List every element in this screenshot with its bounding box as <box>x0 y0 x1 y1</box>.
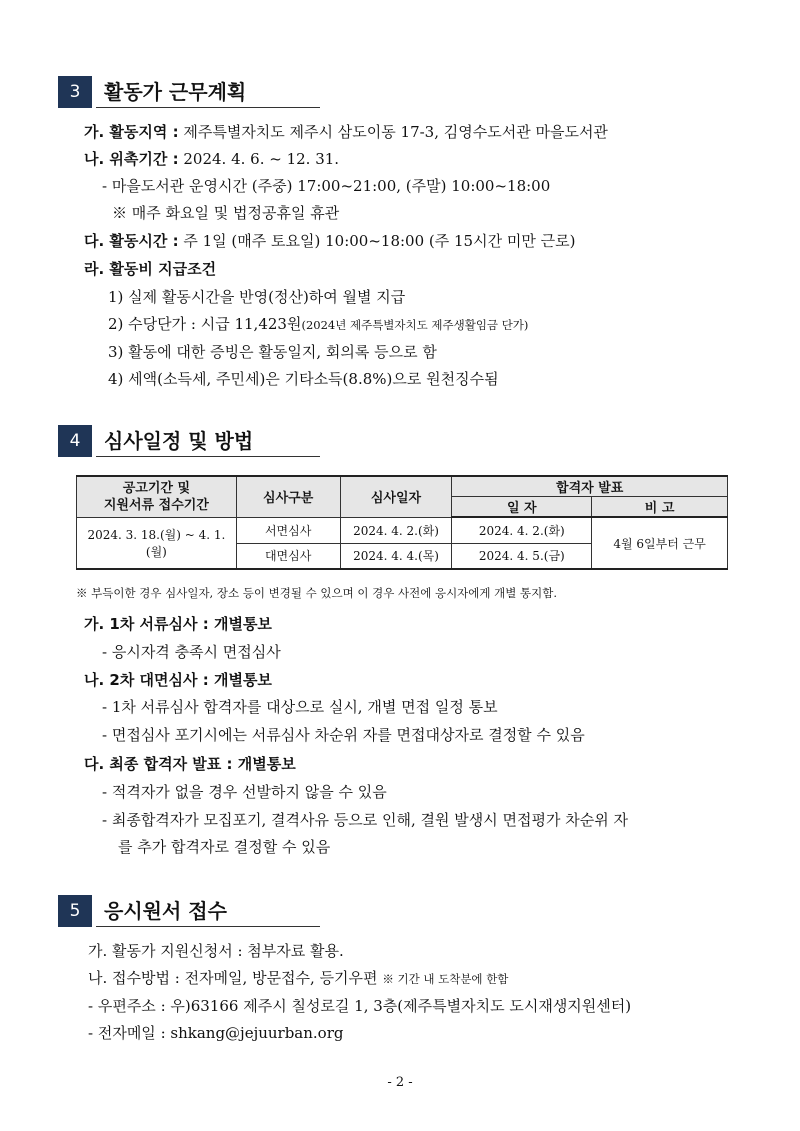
divider <box>96 107 320 108</box>
section-number: 4 <box>58 425 92 457</box>
sub-interview-2: - 면접심사 포기시에는 서류심사 차순위 자를 면접대상자로 결정할 수 있음 <box>102 726 585 744</box>
pay-condition-3: 3) 활동에 대한 증빙은 활동일지, 회의록 등으로 함 <box>108 343 437 361</box>
item-document-review: 가. 1차 서류심사 : 개별통보 <box>84 615 272 633</box>
divider <box>96 456 320 457</box>
cell-period: 2024. 3. 18.(월) ~ 4. 1.(월) <box>77 517 237 569</box>
item-appointment-period: 나. 위촉기간 : 2024. 4. 6. ~ 12. 31. <box>84 150 340 168</box>
section-number: 3 <box>58 76 92 108</box>
sub-email: - 전자메일 : shkang@jejuurban.org <box>88 1024 344 1042</box>
page-number: - 2 - <box>387 1075 413 1090</box>
section-5-header <box>58 895 320 927</box>
cell-review-type: 대면심사 <box>236 543 340 569</box>
section-title: 활동가 근무계획 <box>104 80 247 104</box>
sub-postal-address: - 우편주소 : 우)63166 제주시 칠성로길 1, 3층(제주특별자치도 도시재생지원센터) <box>88 997 632 1015</box>
sub-interview-1: - 1차 서류심사 합격자를 대상으로 실시, 개별 면접 일정 통보 <box>102 698 498 716</box>
sub-final-3: 를 추가 합격자로 결정할 수 있음 <box>118 838 331 856</box>
divider <box>96 926 320 927</box>
item-pay-conditions: 라. 활동비 지급조건 <box>84 260 217 278</box>
section-title: 심사일정 및 방법 <box>104 429 254 453</box>
pay-condition-4: 4) 세액(소득세, 주민세)은 기타소득(8.8%)으로 원천징수됨 <box>108 370 499 388</box>
header-announcement: 합격자 발표 <box>452 476 728 497</box>
item-application-form: 가. 활동가 지원신청서 : 첨부자료 활용. <box>88 942 344 960</box>
cell-announce-date: 2024. 4. 5.(금) <box>452 543 592 569</box>
header-period: 공고기간 및 지원서류 접수기간 <box>77 476 237 517</box>
section-3-header <box>58 76 320 108</box>
pay-condition-1: 1) 실제 활동시간을 반영(정산)하여 월별 지급 <box>108 288 406 306</box>
cell-review-type: 서면심사 <box>236 517 340 543</box>
cell-announce-date: 2024. 4. 2.(화) <box>452 517 592 543</box>
item-activity-time: 다. 활동시간 : 주 1일 (매주 토요일) 10:00~18:00 (주 15시간 미만 근로) <box>84 232 576 250</box>
schedule-table <box>76 475 728 570</box>
item-final-announcement: 다. 최종 합격자 발표 : 개별통보 <box>84 755 296 773</box>
header-announce-date: 일 자 <box>452 497 592 518</box>
sub-closed-days: ※ 매주 화요일 및 법정공휴일 휴관 <box>112 204 340 222</box>
table-row <box>77 517 728 543</box>
section-number: 5 <box>58 895 92 927</box>
header-note: 비 고 <box>592 497 728 518</box>
sub-final-2: - 최종합격자가 모집포기, 결격사유 등으로 인해, 결원 발생시 면접평가 차순위 자 <box>102 811 628 829</box>
sub-final-1: - 적격자가 없을 경우 선발하지 않을 수 있음 <box>102 783 387 801</box>
sub-library-hours: - 마을도서관 운영시간 (주중) 17:00~21:00, (주말) 10:00~18:00 <box>102 177 551 195</box>
cell-review-date: 2024. 4. 4.(목) <box>340 543 452 569</box>
item-submission-method: 나. 접수방법 : 전자메일, 방문접수, 등기우편 ※ 기간 내 도착분에 한함 <box>88 969 509 987</box>
pay-condition-2: 2) 수당단가 : 시급 11,423원(2024년 제주특별자치도 제주생활임금 단가) <box>108 315 529 333</box>
header-review-type: 심사구분 <box>236 476 340 517</box>
table-footnote: ※ 부득이한 경우 심사일자, 장소 등이 변경될 수 있으며 이 경우 사전에 응시자에게 개별 통지함. <box>76 586 558 600</box>
item-interview-review: 나. 2차 대면심사 : 개별통보 <box>84 671 272 689</box>
section-title: 응시원서 접수 <box>104 899 227 923</box>
cell-review-date: 2024. 4. 2.(화) <box>340 517 452 543</box>
item-activity-area: 가. 활동지역 : 제주특별자치도 제주시 삼도이동 17-3, 김영수도서관 마을도서관 <box>84 123 608 141</box>
cell-note: 4월 6일부터 근무 <box>592 517 728 569</box>
header-review-date: 심사일자 <box>340 476 452 517</box>
section-4-header <box>58 425 320 457</box>
sub-document-review: - 응시자격 충족시 면접심사 <box>102 643 281 661</box>
